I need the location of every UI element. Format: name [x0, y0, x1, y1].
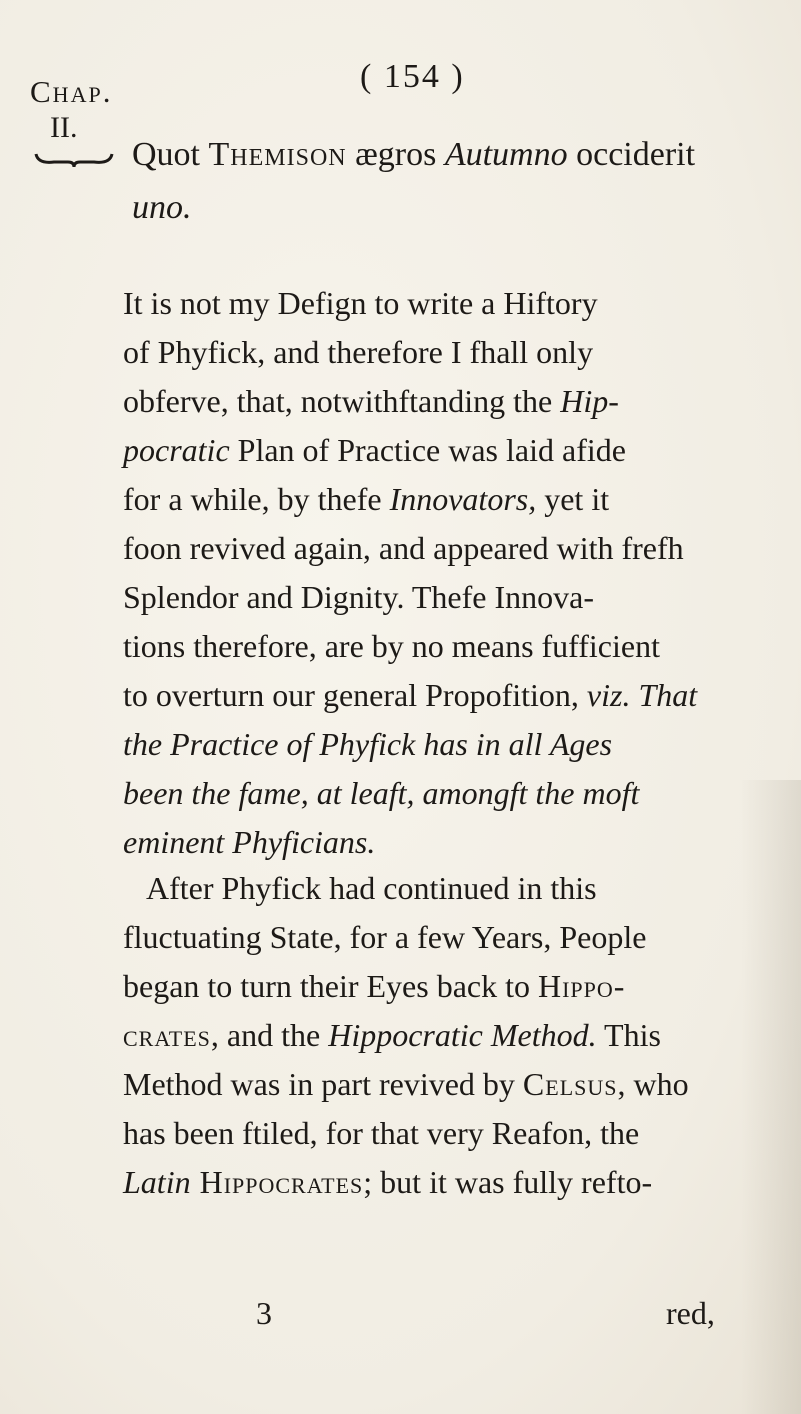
text-run: , and the — [210, 1017, 329, 1053]
page-number: ( 154 ) — [360, 58, 465, 95]
catchword: red, — [666, 1295, 715, 1331]
text-run: Method was in part revived by — [123, 1066, 523, 1102]
text-run: obferve, that, notwithftanding the — [123, 383, 561, 419]
text-line: has been ftiled, for that very Reafon, the — [123, 1115, 640, 1151]
small-caps-run: Hippo- — [537, 968, 626, 1004]
text-run: for a while, by thefe — [123, 481, 390, 517]
motto-line-2: uno. — [132, 189, 192, 226]
chapter-number: II. — [50, 111, 78, 144]
italic-run: Innovators, — [389, 481, 537, 517]
text-line — [123, 1158, 763, 1207]
text-line: tions therefore, are by no means fufficient — [123, 628, 660, 664]
text-line — [123, 962, 763, 1011]
motto-text: occiderit — [567, 136, 696, 173]
chapter-label: Chap. — [30, 74, 113, 109]
text-run: began to turn their Eyes back to — [123, 968, 538, 1004]
text-run: Plan of Practice was laid afide — [229, 432, 626, 468]
small-caps-run: Hippocrates — [190, 1164, 364, 1200]
motto-text: ægros — [346, 136, 445, 173]
text-line: of Phyfick, and therefore I fhall only — [123, 334, 594, 370]
text-run: to overturn our general Propofition, — [123, 677, 587, 713]
text-line: been the fame, at leaft, amongft the moft — [123, 775, 640, 811]
text-line — [123, 1011, 763, 1060]
italic-run: Hippocratic Method. — [328, 1017, 597, 1053]
chapter-brace-icon — [34, 150, 114, 168]
motto-italic: Autumno — [444, 136, 568, 173]
motto-quotation — [132, 128, 772, 234]
italic-run: pocratic — [123, 432, 230, 468]
text-line: fluctuating State, for a few Years, People — [123, 919, 647, 955]
text-run: This — [596, 1017, 661, 1053]
motto-name: Themison — [208, 136, 347, 173]
small-caps-run: Celsus — [522, 1066, 618, 1102]
text-line: the Practice of Phyfick has in all Ages — [123, 726, 613, 762]
paragraph-2 — [123, 864, 763, 1207]
italic-run: viz. That — [586, 677, 698, 713]
text-line: foon revived again, and appeared with frefh — [123, 530, 684, 566]
text-line — [123, 377, 763, 426]
small-caps-run: crates — [123, 1017, 211, 1053]
motto-text: Quot — [132, 136, 209, 173]
text-line: After Phyfick had continued in this — [146, 870, 597, 906]
text-line: It is not my Defign to write a Hiftory — [123, 285, 598, 321]
text-line: eminent Phyficians. — [123, 824, 376, 860]
text-line — [123, 1060, 763, 1109]
text-line — [123, 475, 763, 524]
text-line — [123, 426, 763, 475]
paragraph-1 — [123, 279, 763, 867]
signature-mark: 3 — [256, 1295, 272, 1331]
italic-run: Hip- — [560, 383, 619, 419]
text-line: Splendor and Dignity. Thefe Innova- — [123, 579, 594, 615]
text-run: yet it — [536, 481, 610, 517]
text-run: , who — [617, 1066, 689, 1102]
text-run: ; but it was fully refto- — [363, 1164, 653, 1200]
italic-run: Latin — [123, 1164, 191, 1200]
text-line — [123, 671, 763, 720]
